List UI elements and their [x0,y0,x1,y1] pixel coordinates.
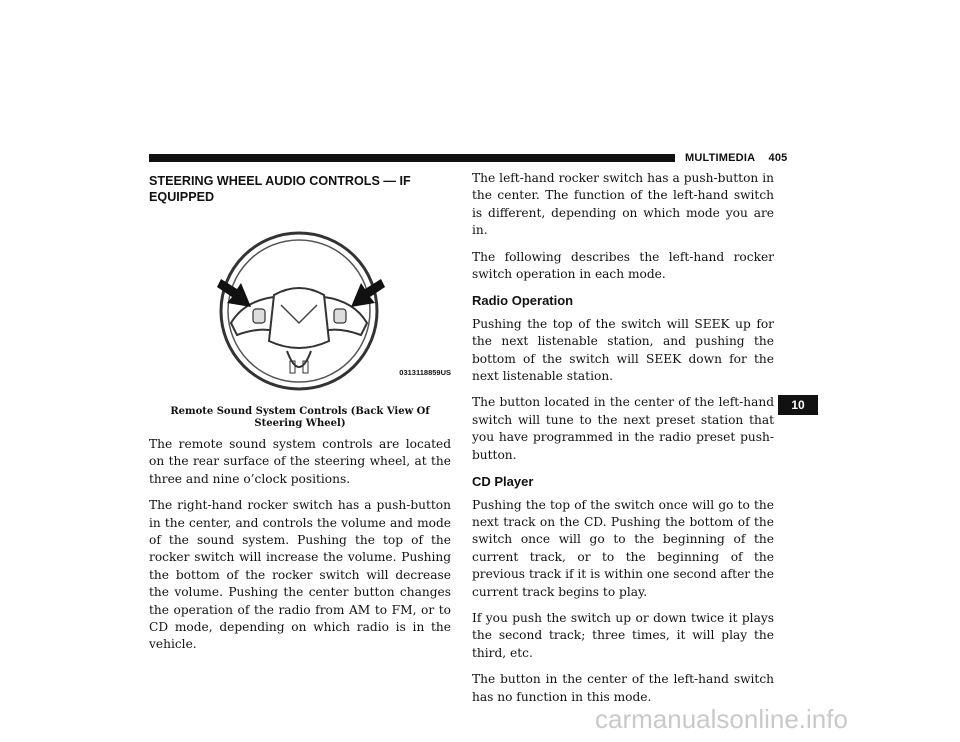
paragraph: The remote sound system controls are located on the rear surface of the steering wheel, at the three and nine o’clock positions. [149,437,451,486]
running-header [685,152,787,164]
paragraph: The button located in the center of the left-hand switch will tune to the next preset station that you have programmed in the radio preset push-button. [472,395,774,462]
watermark: carmanualsonline.info [595,704,848,734]
header-rule [149,154,675,162]
section-title: STEERING WHEEL AUDIO CONTROLS — IF EQUIPPED [149,174,411,204]
left-column [149,170,451,663]
paragraph: Pushing the top of the switch once will go to the next track on the CD. Pushing the bottom of the switch once will go to the beginning of the current track, or to the beginning of the previous track if it is within one second after the current track begins to play. [472,497,774,599]
paragraph: The right-hand rocker switch has a push-button in the center, and controls the volume and mode of the sound system. Pushing the top of the rocker switch will increase the volume. Pushing the bottom of the rocker switch will decrease the volume. Pushing the center button changes the operation of the radio from AM to FM, or to CD mode, depending on which radio is in the vehicle. [149,498,451,652]
right-arrow-icon [351,279,385,307]
right-column [472,170,774,715]
cd-player-heading: CD Player [472,474,534,490]
chapter-tab: 10 [778,395,818,415]
paragraph: The left-hand rocker switch has a push-button in the center. The function of the left-hand switch is different, depending on which mode you are in. [472,171,774,238]
radio-operation-heading: Radio Operation [472,293,574,309]
figure-caption: Remote Sound System Controls (Back View Of Steering Wheel) [170,406,430,429]
paragraph: If you push the switch up or down twice it plays the second track; three times, it will play the third, etc. [472,610,774,660]
paragraph: The button in the center of the left-hand switch has no function in this mode. [472,672,774,704]
page-number: 405 [768,152,788,164]
header-section: MULTIMEDIA [685,152,756,164]
steering-wheel-figure [149,223,451,399]
paragraph: Pushing the top of the switch will SEEK up for the next listenable station, and pushing the bottom of the switch will SEEK down for the next listenable station. [472,316,774,384]
figure-code: 0313118859US [399,368,451,377]
paragraph: The following describes the left-hand rocker switch operation in each mode. [472,249,774,282]
